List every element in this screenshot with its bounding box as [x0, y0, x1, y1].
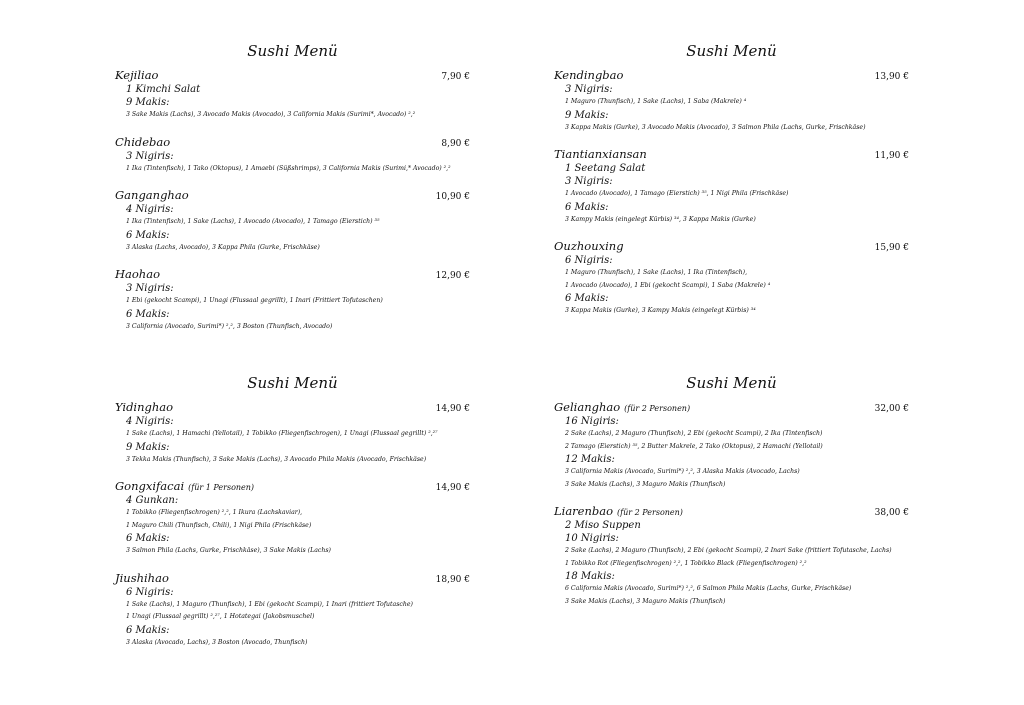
menu-item-detail: 1 Ika (Tintenfisch), 1 Sake (Lachs), 1 Avocado (Avocado), 1 Tamago (Eierstich) ³⁵	[126, 218, 380, 225]
menu-title: Sushi Menü	[686, 42, 777, 60]
menu-item	[554, 64, 909, 134]
menu-item-section: 16 Nigiris:	[565, 416, 619, 427]
menu-item	[115, 64, 470, 122]
menu-item-contents	[115, 415, 470, 466]
menu-item-detail: 3 Sake Makis (Lachs), 3 Maguro Makis (Thunfisch)	[565, 597, 726, 605]
menu-item-detail: 1 Ika (Tintenfisch), 1 Tako (Oktopus), 1 Amaebi (Süßshrimps), 3 California Makis (Surimi,* Avocado) ²,²	[126, 164, 451, 172]
menu-item-contents	[554, 254, 909, 318]
menu-item-header	[115, 131, 470, 150]
menu-item-detail: 1 Maguro Chili (Thunfisch, Chili), 1 Nigi Phila (Frischkäse)	[126, 521, 312, 529]
menu-item-section: 6 Nigiris:	[565, 255, 613, 266]
menu-item-title	[554, 500, 683, 519]
menu-item-section: 4 Gunkan:	[126, 495, 179, 506]
menu-item-section: 12 Makis:	[565, 454, 615, 465]
menu-item-header	[115, 475, 470, 494]
menu-item-price: 10,90 €	[435, 192, 470, 202]
menu-item	[115, 263, 470, 333]
menu-item-detail: 1 Avocado (Avocado), 1 Tamago (Eierstich) ³⁵, 1 Nigi Phila (Frischkäse)	[565, 190, 789, 197]
menu-item-detail: 3 Kappa Makis (Gurke), 3 Avocado Makis (Avocado), 3 Salmon Phila (Lachs, Gurke, Frischkäse)	[565, 123, 866, 131]
menu-item-name: Chidebao	[115, 134, 171, 149]
menu-item-section: 6 Makis:	[126, 229, 170, 241]
menu-item-detail: 2 Tamago (Eierstich) ³⁵, 2 Butter Makrele, 2 Tako (Oktopus), 2 Hamachi (Yellotail)	[565, 442, 823, 450]
menu-item-serving-note: (für 2 Personen)	[624, 404, 691, 413]
menu-item-detail: 3 Alaska (Avocado, Lachs), 3 Boston (Avocado, Thunfisch)	[126, 638, 308, 646]
menu-item-detail: 1 Tobikko (Fliegenfischrogen) ²,², 1 Ikura (Lachskaviar),	[126, 509, 303, 516]
menu-item-detail: 2 Sake (Lachs), 2 Maguro (Thunfisch), 2 Ebi (gekocht Scampi), 2 Ika (Tintenfisch)	[565, 430, 823, 437]
menu-item-section: 9 Makis:	[126, 441, 170, 453]
menu-item-detail: 3 Alaska (Lachs, Avocado), 3 Kappa Phila (Gurke, Frischkäse)	[126, 243, 320, 251]
menu-item-price: 14,90 €	[435, 483, 470, 493]
menu-item-name: Ganganghao	[115, 188, 189, 202]
menu-item-section: 6 Makis:	[565, 201, 609, 213]
menu-item-detail: 1 Tobikko Rot (Fliegenfischrogen) ²,², 1 Tobikko Black (Fliegenfischrogen) ²,²	[565, 559, 807, 567]
menu-item-serving-note: (für 1 Personen)	[188, 483, 255, 492]
menu-item	[554, 500, 909, 608]
menu-item-section: 9 Makis:	[565, 109, 609, 121]
menu-item-header	[554, 235, 909, 254]
menu-item-title	[115, 263, 160, 282]
menu-item-detail: 3 California Makis (Avocado, Surimi*) ²,², 3 Alaska Makis (Avocado, Lachs)	[565, 468, 800, 475]
menu-item-detail: 1 Unagi (Flussaal gegrillt) ²,²⁷, 1 Hotategai (Jakobsmuschel)	[126, 613, 315, 620]
menu-item-contents	[115, 203, 470, 254]
menu-item-price: 32,00 €	[874, 404, 909, 414]
menu-item-price: 12,90 €	[435, 271, 470, 281]
menu-panel-2	[554, 40, 909, 327]
menu-item-header	[115, 64, 470, 83]
menu-item-header	[115, 263, 470, 282]
menu-item-section: 3 Nigiris:	[126, 283, 174, 294]
menu-item-section: 6 Makis:	[126, 533, 170, 544]
menu-title: Sushi Menü	[247, 42, 338, 60]
menu-item-price: 15,90 €	[874, 243, 909, 253]
menu-item-section: 9 Makis:	[126, 97, 170, 108]
menu-item-price: 13,90 €	[874, 72, 909, 82]
menu-item	[554, 235, 909, 318]
menu-item-name: Gelianghao	[554, 400, 621, 414]
menu-item-header	[115, 567, 470, 586]
menu-item	[115, 475, 470, 558]
menu-item-header	[115, 396, 470, 415]
menu-item-detail: 1 Avocado (Avocado), 1 Ebi (gekocht Scampi), 1 Saba (Makrele) ⁴	[565, 281, 771, 289]
menu-item-name: Kendingbao	[554, 68, 624, 82]
menu-item-serving-note: (für 2 Personen)	[617, 508, 683, 517]
menu-item-section: 6 Makis:	[126, 624, 170, 636]
menu-item-contents	[554, 415, 909, 491]
menu-item-contents	[115, 150, 470, 176]
menu-item-detail: 3 Sake Makis (Lachs), 3 Maguro Makis (Thunfisch)	[565, 480, 726, 488]
menu-item-name: Jiushihao	[115, 570, 169, 585]
menu-item	[554, 396, 909, 491]
menu-item-section: 3 Nigiris:	[565, 84, 613, 95]
menu-item-name: Ouzhouxing	[554, 239, 624, 253]
menu-item-section: 18 Makis:	[565, 571, 615, 582]
menu-item-detail: 3 Salmon Phila (Lachs, Gurke, Frischkäse), 3 Sake Makis (Lachs)	[126, 547, 331, 554]
menu-item-contents	[115, 83, 470, 122]
menu-item-section: 2 Miso Suppen	[565, 520, 641, 531]
menu-item-header	[554, 396, 909, 415]
menu-item-name: Gongxifacai	[115, 479, 185, 493]
menu-panel-4	[554, 372, 909, 617]
menu-item	[115, 567, 470, 650]
menu-item-title	[115, 131, 170, 150]
menu-item-header	[554, 143, 909, 162]
menu-item-detail: 1 Sake (Lachs), 1 Maguro (Thunfisch), 1 Ebi (gekocht Scampi), 1 Inari (frittiert Tofutasche)	[126, 600, 413, 608]
menu-item-section: 4 Nigiris:	[126, 204, 174, 215]
menu-item-detail: 2 Sake (Lachs), 2 Maguro (Thunfisch), 2 Ebi (gekocht Scampi), 2 Inari Sake (frittiert Tofutasche, Lachs)	[565, 547, 892, 554]
menu-item-detail: 6 California Makis (Avocado, Surimi*) ²,², 6 Salmon Phila Makis (Lachs, Gurke, Frischkäse)	[565, 585, 852, 592]
menu-panel-3	[115, 372, 470, 658]
menu-item-price: 18,90 €	[435, 574, 470, 585]
menu-item-contents	[554, 83, 909, 134]
menu-item-section: 6 Makis:	[126, 308, 170, 320]
menu-item-title	[554, 396, 690, 415]
menu-item-price: 38,00 €	[874, 508, 909, 518]
menu-item-section: 3 Nigiris:	[565, 176, 613, 187]
menu-item-price: 14,90 €	[435, 404, 470, 414]
menu-item	[554, 143, 909, 226]
menu-item-contents	[115, 586, 470, 650]
menu-item-name: Yidinghao	[115, 400, 174, 414]
menu-item-name: Kejiliao	[115, 68, 159, 82]
menu-item-detail: 3 Kappa Makis (Gurke), 3 Kampy Makis (eingelegt Kürbis) ³⁴	[565, 307, 756, 314]
menu-title: Sushi Menü	[247, 374, 338, 392]
menu-item-title	[115, 567, 169, 586]
menu-item-name: Liarenbao	[554, 504, 614, 518]
menu-item-detail: 3 Kampy Makis (eingelegt Kürbis) ³⁴, 3 Kappa Makis (Gurke)	[565, 215, 756, 223]
menu-item-section: 3 Nigiris:	[126, 150, 174, 162]
menu-item-detail: 1 Maguro (Thunfisch), 1 Sake (Lachs), 1 Ika (Tintenfisch),	[565, 269, 748, 276]
menu-item-name: Tiantianxiansan	[554, 147, 647, 161]
menu-item-section: 4 Nigiris:	[126, 416, 174, 427]
menu-item-detail: 1 Maguro (Thunfisch), 1 Sake (Lachs), 1 Saba (Makrele) ⁴	[565, 98, 747, 105]
menu-item-contents	[115, 282, 470, 333]
menu-item-section: 1 Kimchi Salat	[126, 84, 201, 95]
menu-item-header	[554, 64, 909, 83]
menu-item-section: 6 Nigiris:	[126, 586, 174, 598]
menu-item-name: Haohao	[115, 267, 160, 281]
menu-item-contents	[115, 494, 470, 558]
menu-item-title	[554, 143, 647, 162]
menu-title: Sushi Menü	[686, 374, 777, 392]
menu-item-detail: 1 Ebi (gekocht Scampi), 1 Unagi (Flussaal gegrillt), 1 Inari (Frittiert Tofutaschen)	[126, 297, 383, 304]
menu-item-detail: 3 Sake Makis (Lachs), 3 Avocado Makis (Avocado), 3 California Makis (Surimi*, Avocado) ²,²	[126, 111, 416, 118]
menu-item-section: 1 Seetang Salat	[565, 163, 646, 174]
menu-item-detail: 3 California (Avocado, Surimi*) ²,², 3 Boston (Thunfisch, Avocado)	[126, 322, 333, 330]
menu-panel-1	[115, 40, 470, 342]
menu-item-price: 8,90 €	[441, 138, 470, 149]
menu-item-price: 11,90 €	[874, 151, 909, 161]
menu-item-section: 6 Makis:	[565, 293, 609, 304]
menu-item-title	[554, 235, 624, 254]
menu-item-header	[554, 500, 909, 519]
menu-item-contents	[554, 519, 909, 608]
menu-item-title	[115, 475, 254, 494]
menu-item-contents	[554, 162, 909, 226]
menu-item-detail: 1 Sake (Lachs), 1 Hamachi (Yellotail), 1 Tobikko (Fliegenfischrogen), 1 Unagi (Flussaal gegrillt) ²,²⁷	[126, 430, 438, 437]
menu-item-title	[554, 64, 623, 83]
menu-item-title	[115, 64, 158, 83]
menu-item	[115, 396, 470, 466]
menu-item	[115, 131, 470, 176]
menu-item	[115, 184, 470, 254]
menu-item-title	[115, 396, 173, 415]
menu-item-price: 7,90 €	[441, 72, 470, 82]
menu-item-detail: 3 Tekka Makis (Thunfisch), 3 Sake Makis (Lachs), 3 Avocado Phila Makis (Avocado, Frischkäse)	[126, 455, 427, 463]
menu-item-section: 10 Nigiris:	[565, 533, 619, 544]
menu-item-title	[115, 184, 189, 203]
menu-item-header	[115, 184, 470, 203]
